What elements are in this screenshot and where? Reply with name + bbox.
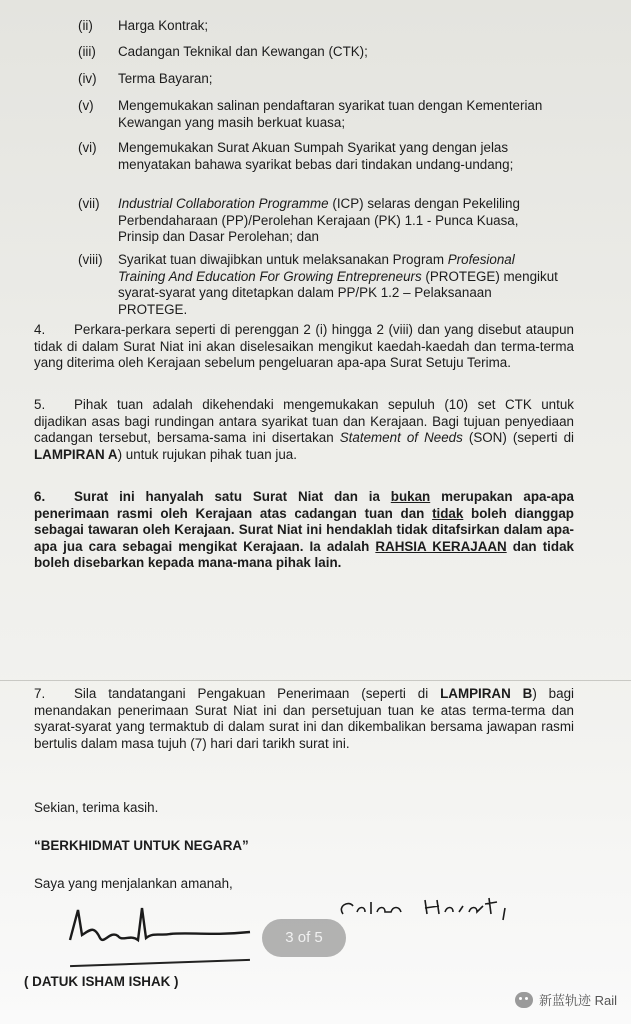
page-indicator[interactable]: 3 of 5 — [262, 919, 346, 957]
paragraph-7: 7. Sila tandatangani Pengakuan Penerimaan (seperti di LAMPIRAN B) bagi menandakan penerimaan Surat Niat ini dan persetujuan tuan ke atas terma-terma dan syarat-syarat yang termaktub di dalam surat ini dan dikembalikan bersama jawapan rasmi bertulis dalam masa tujuh (7) hari dari tarikh surat ini. — [34, 686, 575, 751]
paragraph-5: 5. Pihak tuan adalah dikehendaki mengemukakan sepuluh (10) set CTK untuk dijadikan asas bagi rundingan antara syarikat tuan dan Kerajaan. Bagi tujuan penyediaan cadangan tersebut, bersama-sama ini disertakan Statement of Needs (SON) (seperti di LAMPIRAN A) untuk rujukan pihak tuan jua. — [34, 397, 575, 462]
paragraph-4: 4. Perkara-perkara seperti di perenggan 2 (i) hingga 2 (viii) dan yang disebut ataupun tidak di dalam Surat Niat ini akan diselesaikan mengikut kaedah-kaedah dan terma-terma yang diterima oleh Kerajaan sebelum pengeluaran apa-apa Surat Setuju Terima. — [34, 322, 574, 370]
wechat-icon — [515, 992, 533, 1008]
signature-line — [70, 959, 250, 967]
amanah-text: Saya yang menjalankan amanah, — [34, 876, 233, 891]
handwritten-note — [335, 892, 515, 926]
motto: “BERKHIDMAT UNTUK NEGARA” — [34, 838, 249, 853]
paragraph-6: 6. Surat ini hanyalah satu Surat Niat dan ia bukan merupakan apa-apa penerimaan rasmi oleh Kerajaan atas cadangan tuan dan tidak boleh dianggap sebagai tawaran oleh Kerajaan. Surat Niat ini hendaklah tidak ditafsirkan dalam apa-apa jua cara sebagai mengikat Kerajaan. Ia adalah RAHSIA KERAJAAN dan tidak boleh disebarkan kepada mana-mana pihak lain. — [34, 489, 574, 570]
signatory-name: ( DATUK ISHAM ISHAK ) — [24, 974, 179, 989]
watermark: 新蓝轨迹 Rail — [515, 990, 617, 1009]
page-fold-divider — [0, 680, 631, 681]
document-page: (ii) Harga Kontrak; (iii) Cadangan Teknikal dan Kewangan (CTK); (iv) Terma Bayaran; (v) Mengemukakan salinan pendaftaran syarikat tuan dengan Kementerian Kewangan yang masih berkuat kuasa; (vi) Mengemukakan Surat Akuan Sumpah Syarikat yang dengan jelas menyatakan bahawa syarikat bebas dari tindakan undang-undang; (vii) Industrial Collaboration Programme (ICP) selaras dengan Pekeliling Perbendaharaan (PP)/Perolehan Kerajaan (PK) 1.1 - Punca Kuasa, Prinsip dan Dasar Perolehan; dan (viii) Syarikat tuan diwajibkan untuk melaksanakan Program Profesional Training And Education For Growing Entrepreneurs (PROTEGE) mengikut syarat-syarat yang ditetapkan dalam PP/PK 1.2 – Pelaksanaan PROTEGE. 4. Perkara-perkara seperti di perenggan 2 (i) hingga 2 (viii) dan yang disebut ataupun tidak di dalam Surat Niat ini akan diselesaikan mengikut kaedah-kaedah dan terma-terma yang diterima oleh Kerajaan sebelum pengeluaran apa-apa Surat Setuju Terima. 5. Pihak tuan adalah dikehendaki mengemukakan sepuluh (10) set CTK untuk dijadikan asas bagi rundingan antara syarikat tuan dan Kerajaan. Bagi tujuan penyediaan cadangan tersebut, bersama-sama ini disertakan Statement of Needs (SON) (seperti di LAMPIRAN A) untuk rujukan pihak tuan jua. 6. Surat ini hanyalah satu Surat Niat dan ia bukan merupakan apa-apa penerimaan rasmi oleh Kerajaan atas cadangan tuan dan tidak boleh dianggap sebagai tawaran oleh Kerajaan. Surat Niat ini hendaklah tidak ditafsirkan dalam apa-apa jua cara sebagai mengikat Kerajaan. Ia adalah RAHSIA KERAJAAN dan tidak boleh disebarkan kepada mana-mana pihak lain. 7. Sila tandatangani Pengakuan Penerimaan (seperti di LAMPIRAN B) bagi menandakan penerimaan Surat Niat ini dan persetujuan tuan ke atas terma-terma dan syarat-syarat yang termaktub di dalam surat ini dan dikembalikan bersama jawapan rasmi bertulis dalam masa tujuh (7) hari dari tarikh surat ini. Sekian, terima kasih. “BERKHIDMAT UNTUK NEGARA” Saya yang menjalankan amanah, 3 of 5 ( DATUK ISHAM ISHAK ) 新蓝轨迹 Rail — [0, 0, 631, 1024]
closing-text: Sekian, terima kasih. — [34, 800, 159, 815]
signature-mark — [60, 890, 260, 960]
